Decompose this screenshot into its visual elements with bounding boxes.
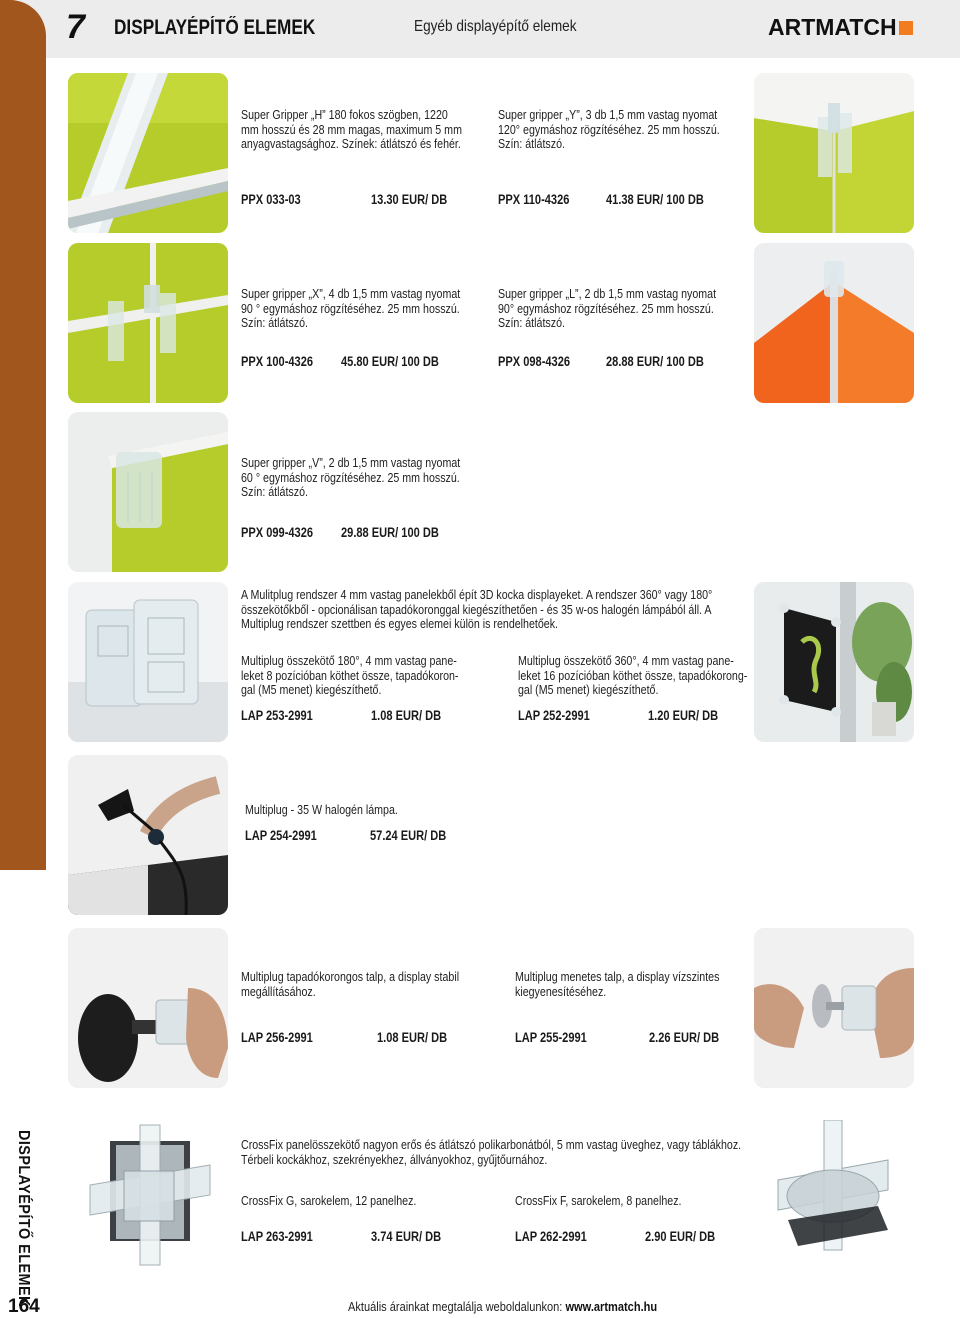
code-x-gripper: PPX 100-4326 xyxy=(241,354,314,369)
code-h-gripper: PPX 033-03 xyxy=(241,192,301,207)
price-multiplug-360: 1.20 EUR/ DB xyxy=(648,708,719,723)
footer-note-text: Aktuális árainkat megtalálja weboldalunkon: xyxy=(348,1299,566,1314)
brand-name: ARTMATCH xyxy=(768,13,897,40)
description-threaded-foot: Multiplug menetes talp, a display vízszintes kiegyenesítéséhez. xyxy=(515,969,720,999)
chapter-tab xyxy=(0,0,46,870)
price-x-gripper: 45.80 EUR/ 100 DB xyxy=(341,354,439,369)
product-photo-threaded-foot xyxy=(754,928,914,1088)
description-crossfix-g: CrossFix G, sarokelem, 12 panelhez. xyxy=(241,1193,417,1208)
description-v-gripper: Super gripper „V”, 2 db 1,5 mm vastag nyomat 60 ° egymáshoz rögzítéséhez. 25 mm hosszú. Szín: átlátszó. xyxy=(241,455,461,499)
footer-note xyxy=(348,1299,657,1314)
product-photo-suction-foot xyxy=(68,928,228,1088)
price-suction-foot: 1.08 EUR/ DB xyxy=(377,1030,448,1045)
code-threaded-foot: LAP 255-2991 xyxy=(515,1030,587,1045)
section-title: DISPLAYÉPÍTŐ ELEMEK xyxy=(114,16,316,39)
price-halogen-lamp: 57.24 EUR/ DB xyxy=(370,828,447,843)
code-crossfix-f: LAP 262-2991 xyxy=(515,1229,587,1244)
price-threaded-foot: 2.26 EUR/ DB xyxy=(649,1030,720,1045)
price-h-gripper: 13.30 EUR/ DB xyxy=(371,192,448,207)
product-photo-h-gripper xyxy=(68,73,228,233)
description-multiplug-360: Multiplug összekötő 360°, 4 mm vastag pane- leket 16 pozícióban köthet össze, tapadókorong- gal (M5 menet) kiegészíthető. xyxy=(518,653,748,697)
description-y-gripper: Super gripper „Y”, 3 db 1,5 mm vastag nyomat 120° egymáshoz rögzítéséhez. 25 mm hosszú. Szín: átlátszó. xyxy=(498,107,720,151)
crossfix-intro-text: CrossFix panelösszekötő nagyon erős és átlátszó polikarbonátból, 5 mm vastag üveghez, vagy táblákhoz. Térbeli kockákhoz, szekrényekhez, állványokhoz, gyűjtőurnához. xyxy=(241,1137,742,1167)
code-l-gripper: PPX 098-4326 xyxy=(498,354,571,369)
product-photo-halogen-lamp xyxy=(68,755,228,915)
description-l-gripper: Super gripper „L”, 2 db 1,5 mm vastag nyomat 90° egymáshoz rögzítéséhez. 25 mm hosszú. Szín: átlátszó. xyxy=(498,286,717,330)
code-suction-foot: LAP 256-2991 xyxy=(241,1030,313,1045)
subsection-title: Egyéb displayépítő elemek xyxy=(414,18,577,35)
description-crossfix-f: CrossFix F, sarokelem, 8 panelhez. xyxy=(515,1193,682,1208)
description-h-gripper: Super Gripper „H” 180 fokos szögben, 1220 mm hosszú és 28 mm magas, maximum 5 mm anyagvastagsághoz. Színek: átlátszó és fehér. xyxy=(241,107,462,151)
description-halogen-lamp: Multiplug - 35 W halogén lámpa. xyxy=(245,802,398,817)
description-suction-foot: Multiplug tapadókorongos talp, a display stabil megállításához. xyxy=(241,969,460,999)
price-v-gripper: 29.88 EUR/ 100 DB xyxy=(341,525,439,540)
code-crossfix-g: LAP 263-2991 xyxy=(241,1229,313,1244)
product-photo-v-gripper xyxy=(68,412,228,572)
description-x-gripper: Super gripper „X”, 4 db 1,5 mm vastag nyomat 90 ° egymáshoz rögzítéséhez. 25 mm hosszú. Szín: átlátszó. xyxy=(241,286,461,330)
product-photo-crossfix-g xyxy=(80,1115,220,1275)
multiplug-intro-text: A Mulitplug rendszer 4 mm vastag panelekből épít 3D kocka displayeket. A rendszer 360° vagy 180° összekötőkből - opcionálisan tapadókoronggal kiegészíthetően - és 35 w-os halogén lámpából áll. A Multiplug rendszer szettben és egyes elemei külön is rendelhetőek. xyxy=(241,587,713,631)
code-halogen-lamp: LAP 254-2991 xyxy=(245,828,317,843)
chapter-number: 7 xyxy=(66,8,85,46)
code-v-gripper: PPX 099-4326 xyxy=(241,525,314,540)
page-number: 164 xyxy=(8,1296,40,1317)
product-photo-multiplug-connectors xyxy=(68,582,228,742)
price-l-gripper: 28.88 EUR/ 100 DB xyxy=(606,354,704,369)
product-photo-l-gripper xyxy=(754,243,914,403)
price-y-gripper: 41.38 EUR/ 100 DB xyxy=(606,192,704,207)
code-multiplug-180: LAP 253-2991 xyxy=(241,708,313,723)
code-multiplug-360: LAP 252-2991 xyxy=(518,708,590,723)
website-link[interactable]: www.artmatch.hu xyxy=(565,1299,658,1314)
brand-logo xyxy=(768,14,913,40)
product-photo-multiplug-display xyxy=(754,582,914,742)
description-multiplug-180: Multiplug összekötő 180°, 4 mm vastag pane- leket 8 pozícióban köthet össze, tapadókoron- gal (M5 menet) kiegészíthető. xyxy=(241,653,459,697)
code-y-gripper: PPX 110-4326 xyxy=(498,192,570,207)
price-crossfix-g: 3.74 EUR/ DB xyxy=(371,1229,442,1244)
product-photo-y-gripper xyxy=(754,73,914,233)
price-multiplug-180: 1.08 EUR/ DB xyxy=(371,708,442,723)
price-crossfix-f: 2.90 EUR/ DB xyxy=(645,1229,716,1244)
brand-square-icon xyxy=(899,21,913,35)
product-photo-x-gripper xyxy=(68,243,228,403)
side-section-label: DISPLAYÉPÍTŐ ELEMEK xyxy=(15,1130,32,1307)
